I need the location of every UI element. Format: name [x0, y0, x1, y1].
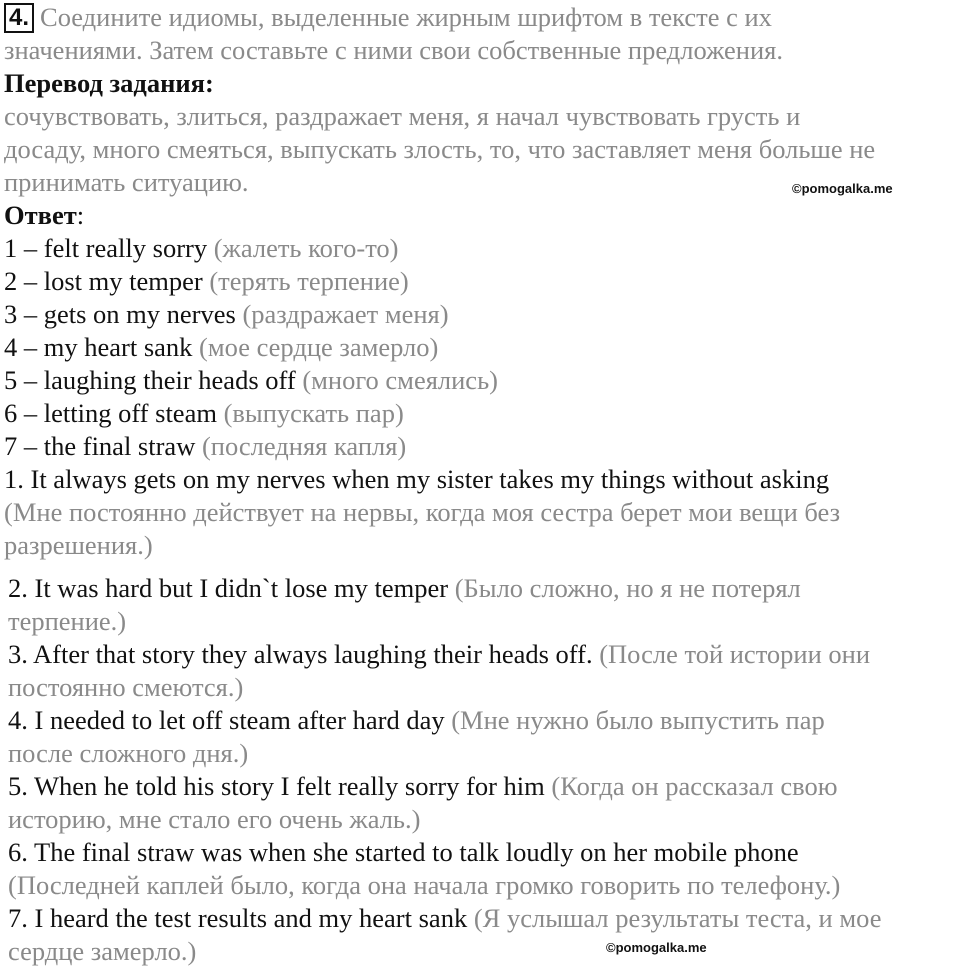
sentence-2-ru-cont: терпение.) — [8, 606, 127, 636]
sentence-4 — [8, 704, 954, 737]
sentence-3-ru-cont: постоянно смеются.) — [8, 672, 244, 702]
sentence-4-en: 4. I needed to let off steam after hard day — [8, 705, 445, 735]
translation-line: досаду, много смеяться, выпускать злость, то, что заставляет меня больше не — [4, 134, 876, 164]
idiom-en: 2 – lost my temper — [4, 266, 203, 296]
idiom-en: 7 – the final straw — [4, 431, 196, 461]
answer-heading: Ответ — [4, 200, 77, 230]
task-instruction — [4, 1, 954, 34]
watermark: ©pomogalka.me — [606, 940, 707, 955]
translation-line: принимать ситуацию. — [4, 167, 249, 197]
sentence-3-en: 3. After that story they always laughing their heads off. — [8, 639, 593, 669]
sentence-7 — [8, 902, 954, 935]
document-page — [4, 1, 954, 968]
sentence-5-ru-cont: историю, мне стало его очень жаль.) — [8, 804, 421, 834]
idiom-en: 3 – gets on my nerves — [4, 299, 236, 329]
idiom-en: 1 – felt really sorry — [4, 233, 208, 263]
sentence-5-en: 5. When he told his story I felt really sorry for him — [8, 771, 545, 801]
answer-colon: : — [76, 200, 85, 230]
watermark: ©pomogalka.me — [792, 181, 893, 196]
sentence-4-ru: (Мне нужно было выпустить пар — [451, 705, 825, 735]
idiom-match — [4, 364, 954, 397]
idiom-ru: (последняя капля) — [201, 431, 407, 461]
sentences-block — [4, 572, 954, 968]
translation-line: сочувствовать, злиться, раздражает меня, я начал чувствовать грусть и — [4, 101, 801, 131]
idiom-ru: (много смеялись) — [302, 365, 498, 395]
idiom-en: 4 – my heart sank — [4, 332, 193, 362]
idiom-ru: (раздражает меня) — [242, 299, 449, 329]
sentence-2-ru: (Было сложно, но я не потерял — [454, 573, 801, 603]
instruction-line-1: Соедините идиомы, выделенные жирным шрифтом в тексте с их — [40, 2, 772, 32]
idiom-en: 6 – letting off steam — [4, 398, 217, 428]
instruction-line-2: значениями. Затем составьте с ними свои собственные предложения. — [4, 35, 783, 65]
sentence-5-ru: (Когда он рассказал свою — [551, 771, 838, 801]
idiom-ru: (терять терпение) — [209, 266, 409, 296]
sentence-6-ru: (Последней каплей было, когда она начала громко говорить по телефону.) — [8, 870, 841, 900]
sentence-2 — [8, 572, 954, 605]
idiom-match — [4, 430, 954, 463]
idiom-match — [4, 331, 954, 364]
sentence-1-ru-cont: разрешения.) — [4, 530, 153, 560]
spacer — [4, 562, 954, 572]
idiom-en: 5 – laughing their heads off — [4, 365, 296, 395]
idiom-match — [4, 232, 954, 265]
task-number: 4. — [4, 3, 34, 33]
sentence-7-en: 7. I heard the test results and my heart sank — [8, 903, 468, 933]
idiom-ru: (выпускать пар) — [223, 398, 404, 428]
idiom-match — [4, 397, 954, 430]
sentence-6-en: 6. The final straw was when she started to talk loudly on her mobile phone — [8, 837, 799, 867]
sentence-7-ru: (Я услышал результаты теста, и мое — [473, 903, 882, 933]
idiom-ru: (мое сердце замерло) — [199, 332, 439, 362]
idiom-match — [4, 265, 954, 298]
sentence-1-ru: (Мне постоянно действует на нервы, когда моя сестра берет мои вещи без — [4, 497, 841, 527]
sentence-5 — [8, 770, 954, 803]
idiom-match — [4, 298, 954, 331]
sentence-2-en: 2. It was hard but I didn`t lose my temper — [8, 573, 449, 603]
answer-heading-line — [4, 199, 954, 232]
sentence-4-ru-cont: после сложного дня.) — [8, 738, 249, 768]
sentence-3-ru: (После той истории они — [599, 639, 871, 669]
sentence-1-en: 1. It always gets on my nerves when my sister takes my things without asking — [4, 464, 830, 494]
translation-heading: Перевод задания: — [4, 68, 214, 98]
sentence-7-ru-cont: сердце замерло.) — [8, 936, 197, 966]
idiom-ru: (жалеть кого-то) — [213, 233, 399, 263]
sentence-3 — [8, 638, 954, 671]
